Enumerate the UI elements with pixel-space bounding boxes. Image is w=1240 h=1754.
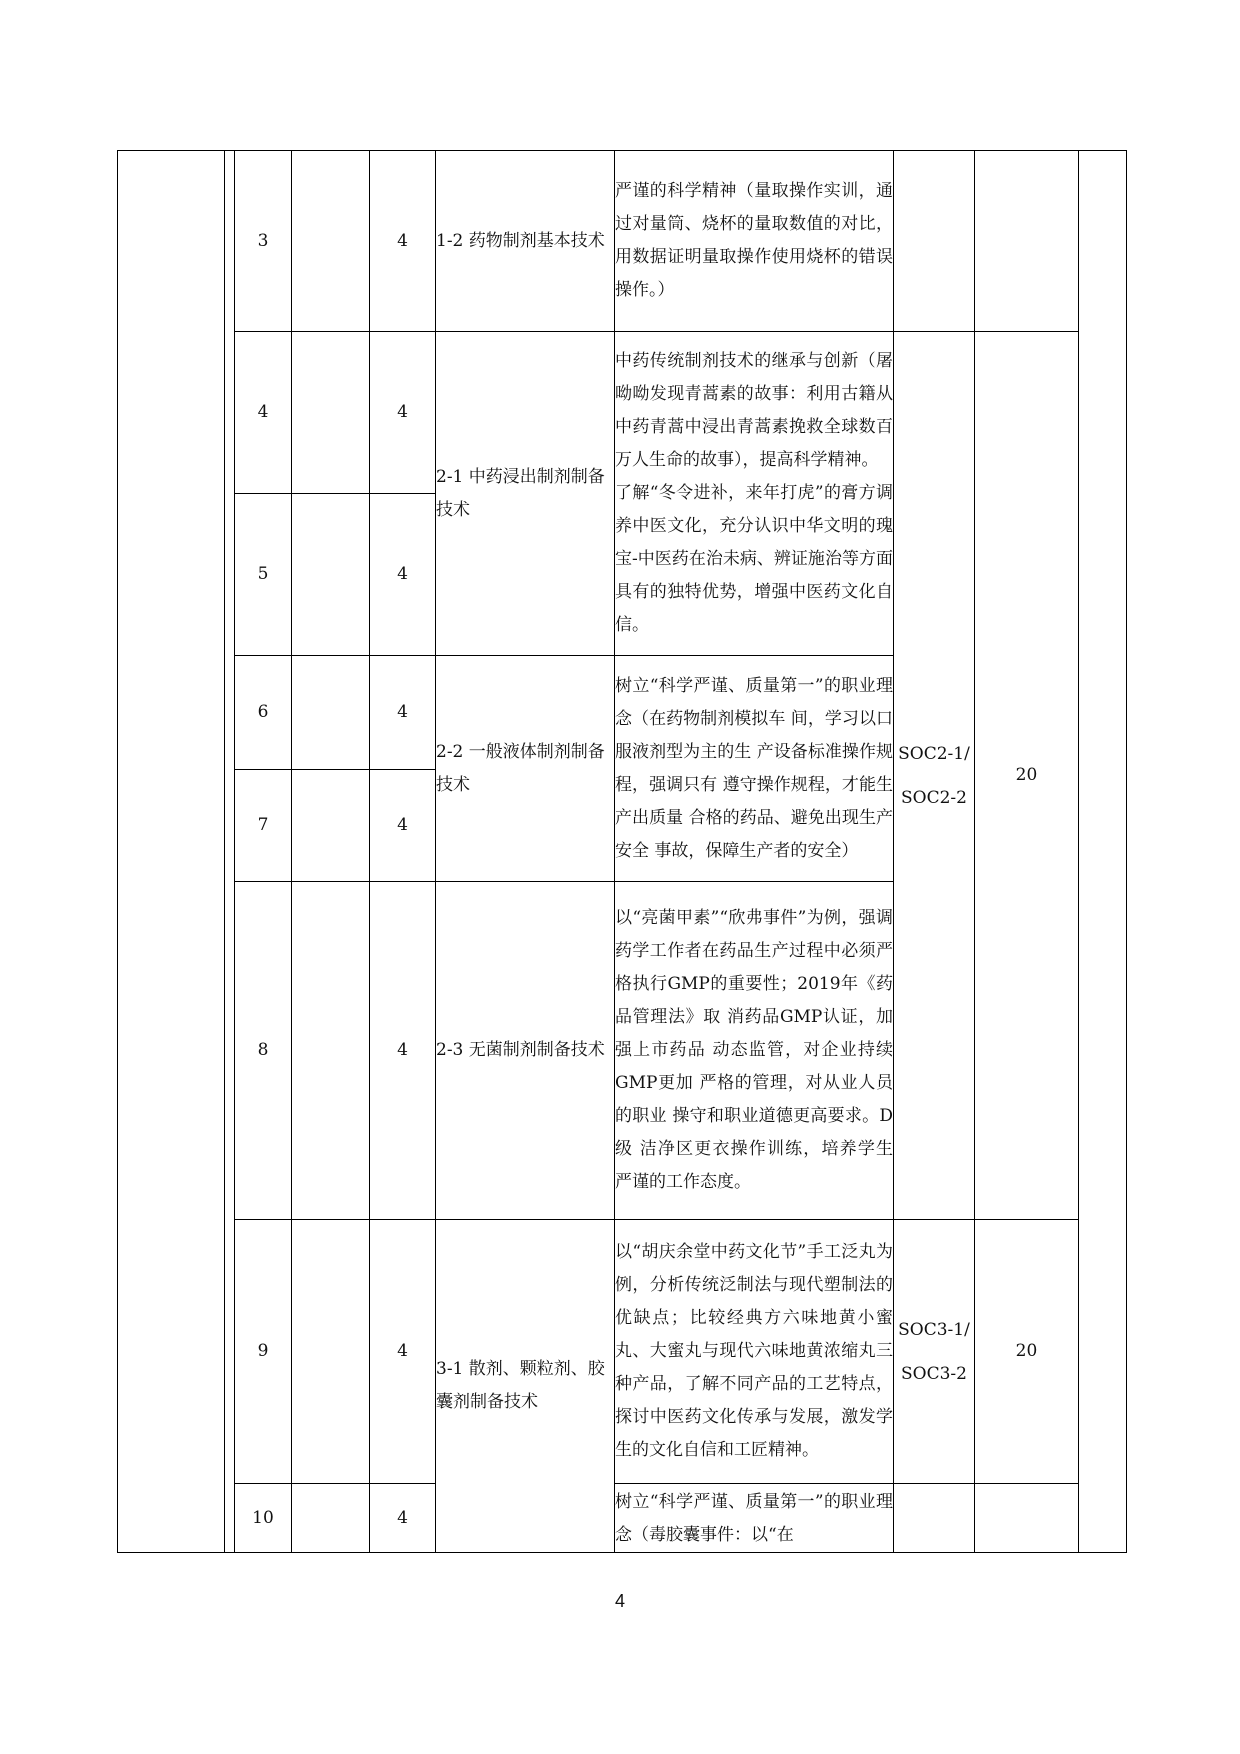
- row-hours: 4: [370, 882, 436, 1220]
- table-row: [118, 332, 1127, 494]
- page-number: 4: [614, 1591, 625, 1611]
- row-hours: 4: [370, 656, 436, 770]
- row-ideology: 树立“科学严谨、质量第一”的职业理念（在药物制剂模拟车 间，学习以口服液剂型为主的生 产设备标准操作规程，强调只有 遵守操作规程，才能生产出质量 合格的药品、避免出现生产安全 事故，保障生产者的安全）: [615, 656, 894, 882]
- row-ideology: 以“胡庆余堂中药文化节”手工泛丸为例，分析传统泛制法与现代塑制法的优缺点；比较经典方六味地黄小蜜丸、大蜜丸与现代六味地黄浓缩丸三种产品，了解不同产品的工艺特点，探讨中医药文化传承与发展，激发学生的文化自信和工匠精神。: [615, 1220, 894, 1484]
- table-row: [118, 1484, 1127, 1553]
- blank-cell: [894, 151, 975, 332]
- row-index: 6: [235, 656, 292, 770]
- blank-cell: [292, 1220, 370, 1484]
- blank-cell: [894, 1484, 975, 1553]
- blank-cell: [292, 656, 370, 770]
- row-index: 7: [235, 770, 292, 882]
- blank-right-column: [1079, 151, 1127, 1553]
- goal-code: SOC3-1/ SOC3-2: [894, 1220, 975, 1484]
- row-index: 3: [235, 151, 292, 332]
- row-ideology: 以“亮菌甲素”“欣弗事件”为例，强调药学工作者在药品生产过程中必须严格执行GMP的重要性；2019年《药品管理法》取 消药品GMP认证，加强上市药品 动态监管，对企业持续GMP更加 严格的管理，对从业人员的职业 操守和职业道德更高要求。D级 洁净区更衣操作训练，培养学生 严谨的工作态度。: [615, 882, 894, 1220]
- blank-cell: [292, 1484, 370, 1553]
- row-hours: 4: [370, 332, 436, 494]
- row-index: 9: [235, 1220, 292, 1484]
- blank-cell: [292, 151, 370, 332]
- row-topic: 1-2 药物制剂基本技术: [436, 151, 615, 332]
- table-row: [118, 1220, 1127, 1484]
- course-schedule-table: [117, 150, 1127, 1553]
- blank-cell: [292, 332, 370, 494]
- row-hours: 4: [370, 1220, 436, 1484]
- score-value: 20: [975, 1220, 1079, 1484]
- blank-left-column: [118, 151, 225, 1553]
- row-index: 8: [235, 882, 292, 1220]
- blank-cell: [975, 1484, 1079, 1553]
- row-topic: 2-2 一般液体制剂制备技术: [436, 656, 615, 882]
- ideology-paragraph: 中药传统制剂技术的继承与创新（屠呦呦发现青蒿素的故事：利用古籍从中药青蒿中浸出青蒿素挽救全球数百万人生命的故事），提高科学精神。: [615, 351, 893, 470]
- goal-code: SOC2-1/ SOC2-2: [894, 332, 975, 1220]
- row-topic: 2-3 无菌制剂制备技术: [436, 882, 615, 1220]
- row-ideology: 树立“科学严谨、质量第一”的职业理念（毒胶囊事件：以“在: [615, 1484, 894, 1553]
- row-ideology: 严谨的科学精神（量取操作实训，通过对量筒、烧杯的量取数值的对比，用数据证明量取操作使用烧杯的错误操作。）: [615, 151, 894, 332]
- blank-cell: [292, 494, 370, 656]
- row-hours: 4: [370, 1484, 436, 1553]
- ideology-paragraph: 了解“冬令进补，来年打虎”的膏方调养中医文化，充分认识中华文明的瑰宝-中医药在治未病、辨证施治等方面具有的独特优势，增强中医药文化自信。: [615, 483, 893, 635]
- row-topic: 2-1 中药浸出制剂制备技术: [436, 332, 615, 656]
- blank-cell: [292, 882, 370, 1220]
- blank-cell: [975, 151, 1079, 332]
- row-index: 4: [235, 332, 292, 494]
- score-value: 20: [975, 332, 1079, 1220]
- blank-cell: [292, 770, 370, 882]
- row-index: 10: [235, 1484, 292, 1553]
- row-hours: 4: [370, 151, 436, 332]
- table-row: [118, 151, 1127, 332]
- row-hours: 4: [370, 770, 436, 882]
- row-ideology: [615, 332, 894, 656]
- row-topic: 3-1 散剂、颗粒剂、胶囊剂制备技术: [436, 1220, 615, 1553]
- blank-narrow-column: [225, 151, 235, 1553]
- row-index: 5: [235, 494, 292, 656]
- row-hours: 4: [370, 494, 436, 656]
